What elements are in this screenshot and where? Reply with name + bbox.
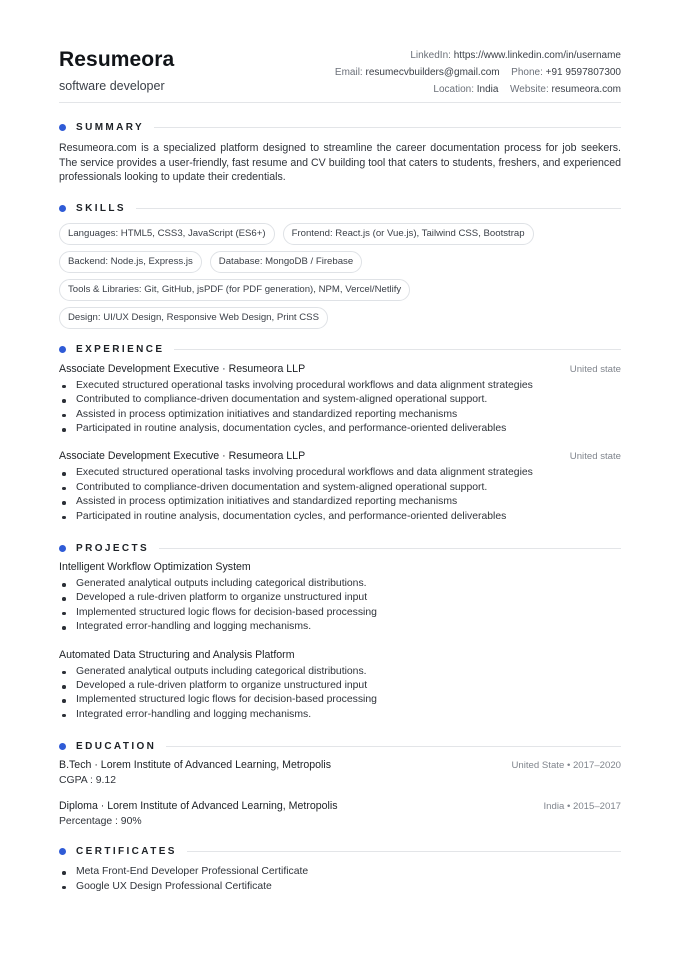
summary-section [59,120,621,185]
bullet-item: Implemented structured logic flows for decision-based processing [59,693,621,707]
education-entry [59,759,621,786]
bullet-item: Contributed to compliance-driven documentation and system-aligned operational support. [59,481,621,495]
bullet-item: Participated in routine analysis, documentation cycles, and performance-oriented deliverables [59,422,621,436]
projects-section [59,541,621,722]
section-heading [59,541,621,555]
entry-location: United state [569,363,621,375]
identity-block [59,47,174,98]
certificates-section [59,844,621,894]
section-divider [187,851,621,852]
section-bullet-icon [59,743,66,750]
project-entry [59,649,621,723]
linkedin-link[interactable]: https://www.linkedin.com/in/username [453,50,621,61]
degree-title: Diploma · Lorem Institute of Advanced Learning, Metropolis [59,800,338,813]
education-score: CGPA : 9.12 [59,775,116,787]
entry-bullets [59,466,621,524]
section-divider [159,548,621,549]
email-label: Email: [334,67,363,78]
education-score: Percentage : 90% [59,816,142,828]
bullet-item: Assisted in process optimization initiatives and standardized reporting mechanisms [59,495,621,509]
entry-header [59,561,621,573]
bullet-item: Generated analytical outputs including categorical distributions. [59,665,621,679]
certificate-list [59,865,621,894]
experience-entry [59,450,621,524]
entry-header [59,450,621,462]
entry-location: United state [569,451,621,463]
section-bullet-icon [59,545,66,552]
skill-chip: Tools & Libraries: Git, GitHub, jsPDF (for PDF generation), NPM, Vercel/Netlify [59,279,410,301]
education-entry [59,800,621,827]
section-divider [174,349,621,350]
entry-title: Associate Development Executive · Resumeora LLP [59,450,306,463]
contact-line-location-website [335,81,621,98]
section-heading [59,120,621,134]
skills-chip-list [59,223,621,329]
skills-section [59,202,621,329]
skill-chip: Frontend: React.js (or Vue.js), Tailwind CSS, Bootstrap [283,223,534,245]
bullet-item: Developed a rule-driven platform to organize unstructured input [59,679,621,693]
education-section [59,739,621,827]
bullet-item: Executed structured operational tasks involving procedural workflows and data alignment strategies [59,466,621,480]
entry-bullets [59,577,621,635]
skills-chip-row [59,223,621,245]
skills-chip-row [59,279,621,301]
bullet-item: Integrated error-handling and logging mechanisms. [59,620,621,634]
section-title: EDUCATION [76,740,157,752]
linkedin-label: LinkedIn: [410,50,451,61]
skill-chip: Backend: Node.js, Express.js [59,251,202,273]
section-bullet-icon [59,205,66,212]
education-meta: United State • 2017–2020 [511,760,621,772]
section-heading [59,844,621,858]
section-title: PROJECTS [76,542,150,554]
section-title: SUMMARY [76,121,145,133]
bullet-item: Generated analytical outputs including categorical distributions. [59,577,621,591]
candidate-name: Resumeora [59,48,175,71]
resume-header [59,0,621,98]
experience-entry [59,363,621,437]
bullet-item: Implemented structured logic flows for decision-based processing [59,606,621,620]
location-value: India [476,84,499,95]
entry-header [59,363,621,375]
project-title: Automated Data Structuring and Analysis Platform [59,648,295,661]
entry-header [59,800,621,812]
entry-bullets [59,379,621,437]
project-title: Intelligent Workflow Optimization System [59,561,251,574]
website-label: Website: [510,84,549,95]
education-meta: India • 2015–2017 [543,801,621,813]
header-divider [59,102,621,103]
skills-chip-row [59,307,621,329]
section-divider [154,127,621,128]
skills-chip-row [59,251,621,273]
section-title: EXPERIENCE [76,344,165,356]
summary-text: Resumeora.com is a specialized platform designed to streamline the career documentation process for job seekers. The service provides a user-friendly, fast resume and CV building tool that caters to students, freshers, and experienced professionals looking to update their credentials. [59,142,621,184]
entry-title: Associate Development Executive · Resumeora LLP [59,362,306,375]
skill-chip: Design: UI/UX Design, Responsive Web Design, Print CSS [59,307,328,329]
skill-chip: Languages: HTML5, CSS3, JavaScript (ES6+) [59,223,275,245]
bullet-item: Assisted in process optimization initiatives and standardized reporting mechanisms [59,408,621,422]
bullet-item: Contributed to compliance-driven documentation and system-aligned operational support. [59,393,621,407]
bullet-item: Developed a rule-driven platform to organize unstructured input [59,591,621,605]
phone-label: Phone: [511,67,543,78]
section-divider [166,746,621,747]
contact-block [335,47,621,98]
bullet-item: Integrated error-handling and logging mechanisms. [59,708,621,722]
certificate-item: Meta Front-End Developer Professional Certificate [59,865,621,879]
candidate-role: software developer [59,79,165,93]
section-heading [59,739,621,753]
section-title: SKILLS [76,203,126,215]
entry-header [59,759,621,771]
section-bullet-icon [59,124,66,131]
skill-chip: Database: MongoDB / Firebase [210,251,362,273]
certificate-item: Google UX Design Professional Certificate [59,880,621,894]
location-label: Location: [433,84,474,95]
entry-header [59,649,621,661]
section-bullet-icon [59,848,66,855]
section-divider [136,208,621,209]
section-title: CERTIFICATES [76,845,177,857]
experience-section [59,343,621,524]
section-heading [59,343,621,357]
entry-bullets [59,665,621,723]
degree-title: B.Tech · Lorem Institute of Advanced Learning, Metropolis [59,759,332,772]
section-bullet-icon [59,346,66,353]
phone-link[interactable]: +91 9597807300 [545,67,621,78]
contact-line-email-phone [335,64,621,81]
contact-line-linkedin [335,47,621,64]
bullet-item: Executed structured operational tasks involving procedural workflows and data alignment strategies [59,379,621,393]
section-heading [59,202,621,216]
email-link[interactable]: resumecvbuilders@gmail.com [365,67,500,78]
bullet-item: Participated in routine analysis, documentation cycles, and performance-oriented deliverables [59,510,621,524]
project-entry [59,561,621,635]
website-link[interactable]: resumeora.com [551,84,621,95]
